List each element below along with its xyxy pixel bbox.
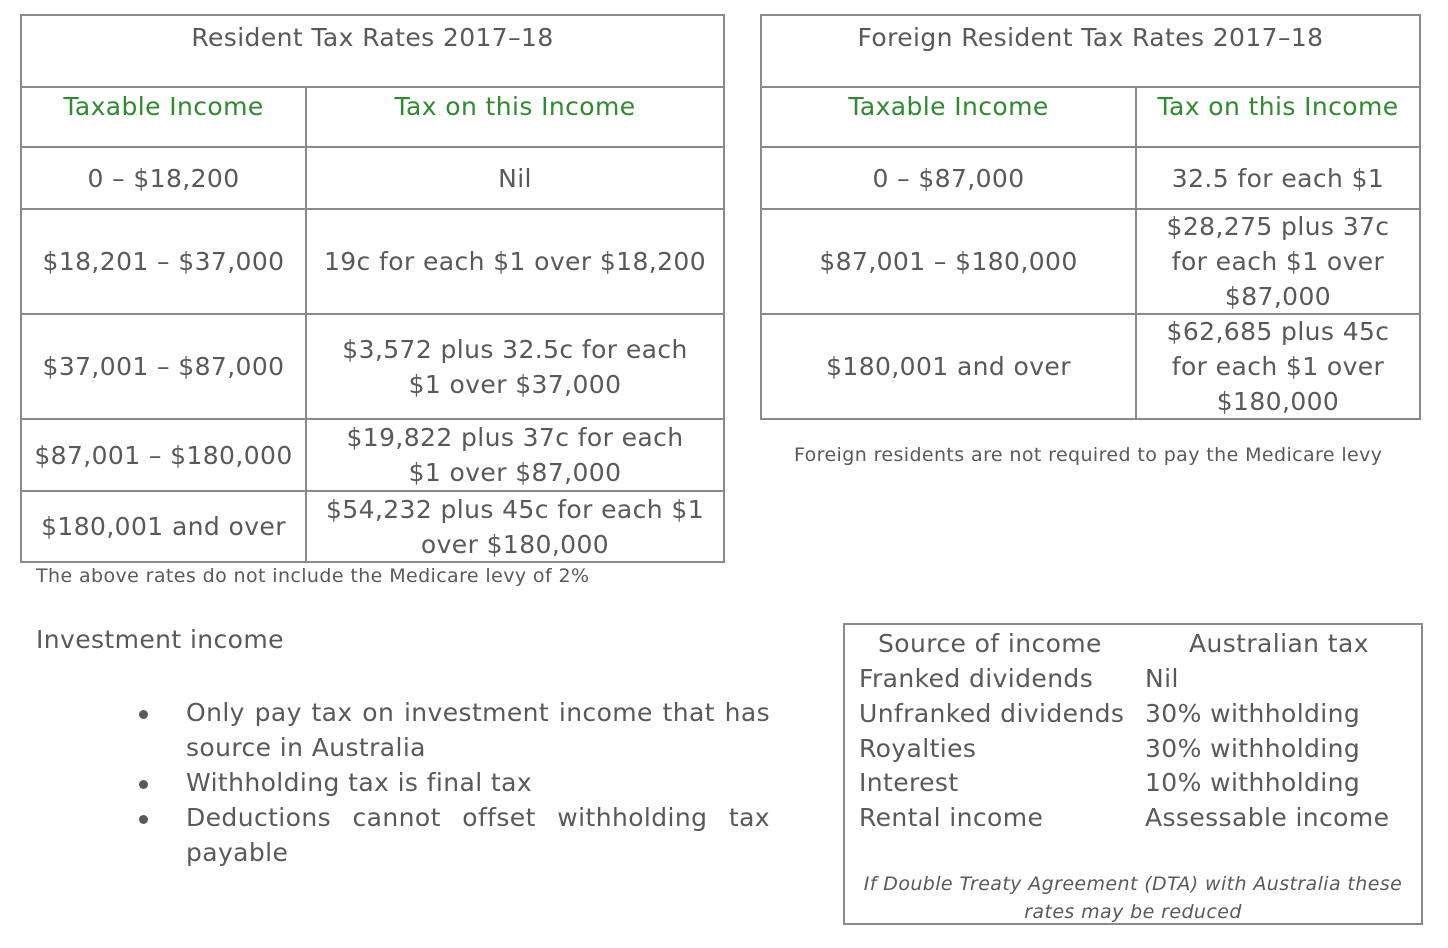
source-of-income-box bbox=[843, 623, 1423, 925]
foreign-col-tax-on-income: Tax on this Income bbox=[1135, 86, 1421, 148]
foreign-row-3-tax: $62,685 plus 45c for each $1 over $180,000 bbox=[1135, 313, 1421, 420]
bullet-icon bbox=[139, 710, 148, 719]
resident-col-taxable-income: Taxable Income bbox=[20, 86, 307, 148]
source-row-2-source: Unfranked dividends bbox=[859, 699, 1125, 728]
foreign-table-title: Foreign Resident Tax Rates 2017–18 bbox=[760, 14, 1421, 88]
source-row-4-tax: 10% withholding bbox=[1145, 768, 1361, 797]
resident-row-4-tax: $19,822 plus 37c for each $1 over $87,000 bbox=[305, 418, 725, 492]
resident-row-3-income: $37,001 – $87,000 bbox=[20, 313, 307, 420]
source-row-1-tax: Nil bbox=[1145, 664, 1179, 693]
source-row-4-source: Interest bbox=[859, 768, 959, 797]
resident-row-1-tax: Nil bbox=[305, 146, 725, 210]
list-item bbox=[130, 765, 770, 800]
foreign-col-taxable-income: Taxable Income bbox=[760, 86, 1137, 148]
resident-row-5-tax: $54,232 plus 45c for each $1 over $180,000 bbox=[305, 490, 725, 563]
bullet-text: Only pay tax on investment income that has source in Australia bbox=[186, 698, 770, 762]
dta-footnote: If Double Treaty Agreement (DTA) with Australia these rates may be reduced bbox=[863, 873, 1403, 923]
resident-col-tax-on-income: Tax on this Income bbox=[305, 86, 725, 148]
foreign-row-1-tax: 32.5 for each $1 bbox=[1135, 146, 1421, 210]
foreign-row-2-tax: $28,275 plus 37c for each $1 over $87,000 bbox=[1135, 208, 1421, 315]
source-row-5-tax: Assessable income bbox=[1145, 803, 1390, 832]
resident-row-5-income: $180,001 and over bbox=[20, 490, 307, 563]
bullet-icon bbox=[139, 815, 148, 824]
resident-row-1-income: 0 – $18,200 bbox=[20, 146, 307, 210]
list-item bbox=[130, 695, 770, 765]
investment-income-heading: Investment income bbox=[36, 625, 284, 654]
resident-row-3-tax: $3,572 plus 32.5c for each $1 over $37,000 bbox=[305, 313, 725, 420]
investment-bullet-list bbox=[130, 695, 770, 870]
resident-row-2-income: $18,201 – $37,000 bbox=[20, 208, 307, 315]
australian-tax-col-header: Australian tax bbox=[1189, 629, 1369, 658]
source-row-3-tax: 30% withholding bbox=[1145, 734, 1361, 763]
list-item bbox=[130, 800, 770, 870]
resident-table-title: Resident Tax Rates 2017–18 bbox=[20, 14, 725, 88]
source-row-5-source: Rental income bbox=[859, 803, 1044, 832]
resident-tax-table bbox=[20, 14, 725, 563]
foreign-row-2-income: $87,001 – $180,000 bbox=[760, 208, 1137, 315]
foreign-medicare-note: Foreign residents are not required to pay the Medicare levy bbox=[794, 444, 1383, 466]
resident-medicare-note: The above rates do not include the Medicare levy of 2% bbox=[36, 565, 590, 587]
foreign-tax-table bbox=[760, 14, 1421, 420]
bullet-text: Withholding tax is final tax bbox=[186, 768, 533, 797]
resident-row-2-tax: 19c for each $1 over $18,200 bbox=[305, 208, 725, 315]
resident-row-4-income: $87,001 – $180,000 bbox=[20, 418, 307, 492]
source-row-1-source: Franked dividends bbox=[859, 664, 1094, 693]
bullet-text: Deductions cannot offset withholding tax payable bbox=[186, 803, 770, 867]
source-row-3-source: Royalties bbox=[859, 734, 977, 763]
foreign-row-3-income: $180,001 and over bbox=[760, 313, 1137, 420]
source-row-2-tax: 30% withholding bbox=[1145, 699, 1361, 728]
foreign-row-1-income: 0 – $87,000 bbox=[760, 146, 1137, 210]
bullet-icon bbox=[139, 780, 148, 789]
source-col-header: Source of income bbox=[878, 629, 1102, 658]
